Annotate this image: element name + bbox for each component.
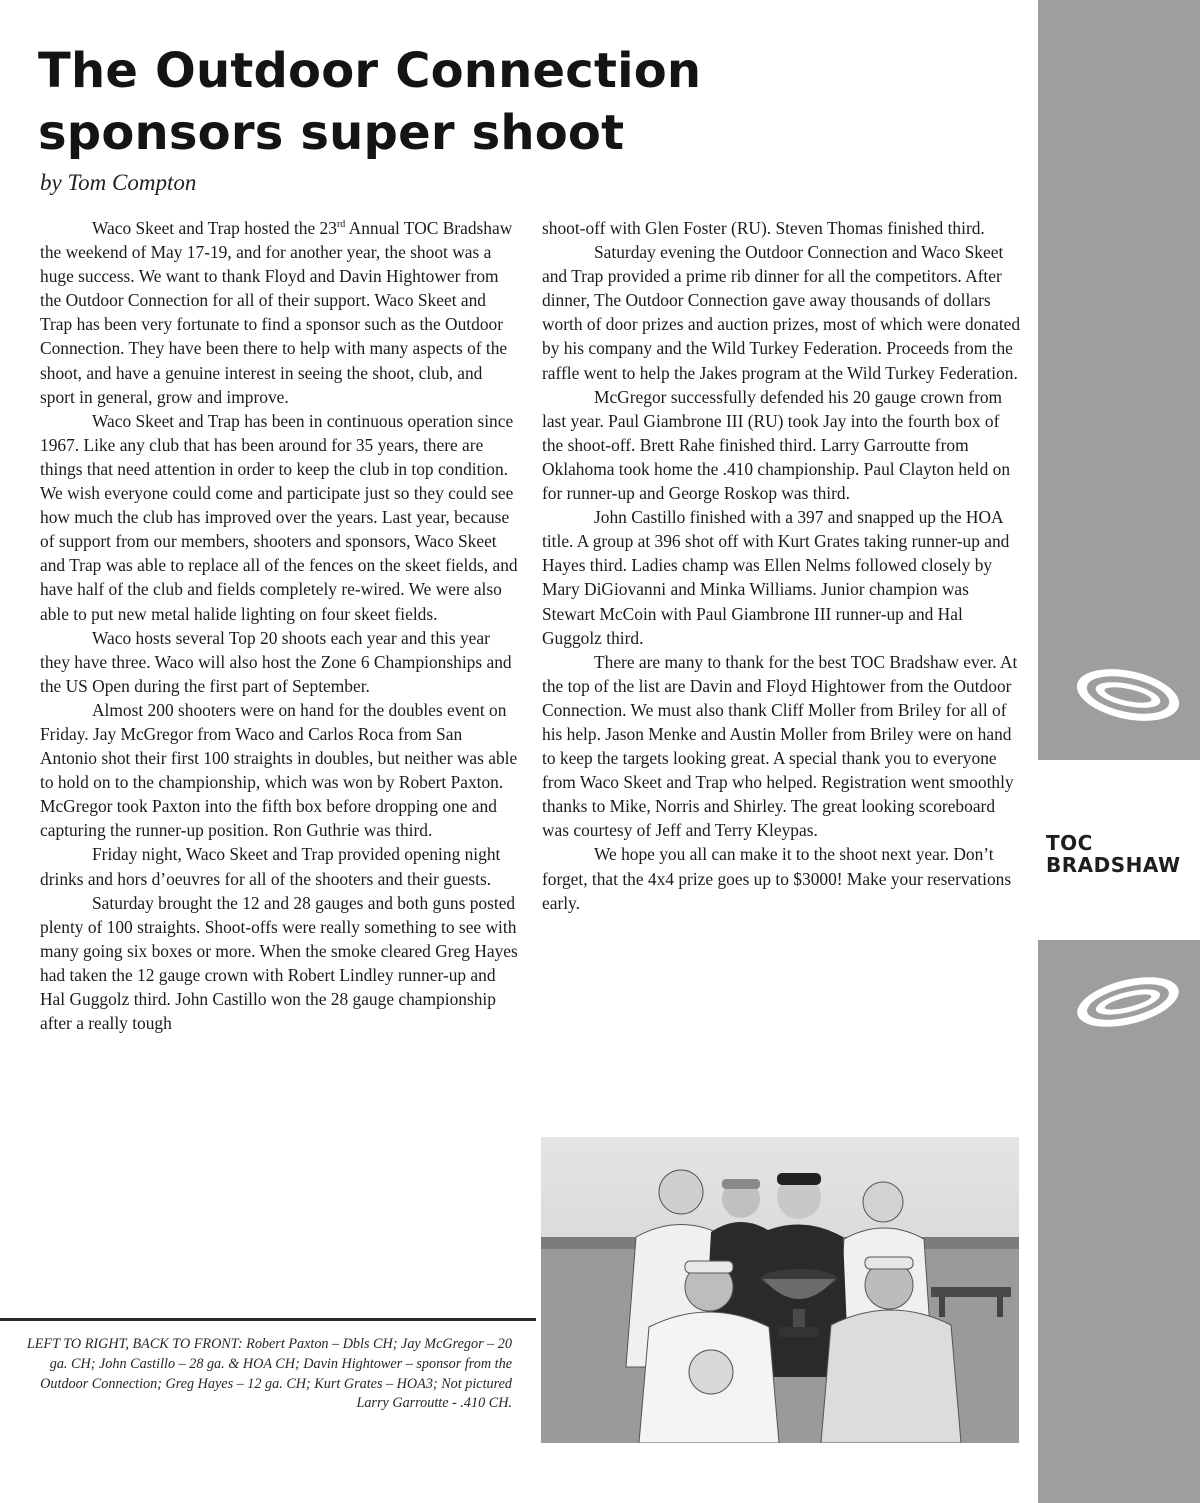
section-label: TOC BRADSHAW xyxy=(1046,831,1181,877)
paragraph-5: Friday night, Waco Skeet and Trap provided opening night drinks and hors d’oeuvres for all of the shooters and their guests. xyxy=(40,844,501,889)
paragraph-8: McGregor successfully defended his 20 gauge crown from last year. Paul Giambrone III (RU) took Jay into the fourth box of the shoot-off. Brett Rahe finished third. Larry Garroutte from Oklahoma took home the .410 championship. Paul Clayton held on for runner-up and George Roskop was third. xyxy=(542,386,1011,504)
clay-target-icon xyxy=(1068,655,1188,735)
paragraph-11: We hope you all can make it to the shoot next year. Don’t forget, that the 4x4 prize goes up to $3000! Make your reservations early. xyxy=(542,844,1012,913)
byline: by Tom Compton xyxy=(40,170,197,195)
paragraph-4: Almost 200 shooters were on hand for the doubles event on Friday. Jay McGregor from Waco and Carlos Roca from San Antonio shot their first 100 straights in doubles, but neither was able to hold on to the championship, which was won by Robert Paxton. McGregor took Paxton into the fifth box before dropping one and capturing the runner-up position. Ron Guthrie was third. xyxy=(40,699,518,841)
title-line-1: The Outdoor Connection xyxy=(38,43,702,99)
article-title xyxy=(38,40,1018,164)
paragraph-6: Saturday brought the 12 and 28 gauges and both guns posted plenty of 100 straights. Shoot-offs were really something to see with many going six boxes or more. When the smoke cleared Greg Hayes had taken the 12 gauge crown with Robert Lindley runner-up and Hal Guggolz third. John Castillo won the 28 gauge championship after a really tough xyxy=(40,892,518,1034)
photo-caption: LEFT TO RIGHT, BACK TO FRONT: Robert Paxton – Dbls CH; Jay McGregor – 20 ga. CH; John Castillo – 28 ga. & HOA CH; Davin Hightower – sponsor from the Outdoor Connection; Greg Hayes – 12 ga. CH; Kurt Grates – HOA3; Not pictured Larry Garroutte - .410 CH. xyxy=(26,1336,512,1412)
paragraph-7: Saturday evening the Outdoor Connection and Waco Skeet and Trap provided a prime rib dinner for all the competitors. After dinner, The Outdoor Connection gave away thousands of dollars worth of door prizes and auction prizes, most of which were donated by his company and the Wild Turkey Federation. Proceeds from the raffle went to help the Jakes program at the Wild Turkey Federation. xyxy=(542,242,1021,383)
clay-target-icon xyxy=(1068,962,1188,1042)
group-photo-icon xyxy=(541,1137,1019,1443)
right-column xyxy=(542,216,1022,915)
paragraph-1: Waco Skeet and Trap hosted the 23rd Annual TOC Bradshaw the weekend of May 17-19, and for another year, the shoot was a huge success. We want to thank Floyd and Davin Hightower from the Outdoor Connection for all of their support. Waco Skeet and Trap has been very fortunate to find a sponsor such as the Outdoor Connection. They have been there to help with many aspects of the shoot, and have a genuine interest in seeing the shoot, club, and sport in general, grow and improve. xyxy=(40,218,513,407)
sidebar-band xyxy=(1038,0,1200,1503)
paragraph-10: There are many to thank for the best TOC Bradshaw ever. At the top of the list are Davin and Floyd Hightower from the Outdoor Connection. We must also thank Cliff Moller from Briley for all of his help. Jason Menke and Austin Moller from Briley were on hand to keep the targets looking great. A special thank you to everyone from Waco Skeet and Trap who helped. Registration went smoothly thanks to Mike, Norris and Shirley. The great looking scoreboard was courtesy of Jeff and Terry Kleypas. xyxy=(542,651,1018,841)
paragraph-continued: shoot-off with Glen Foster (RU). Steven Thomas finished third. xyxy=(542,218,985,238)
ordinal-suffix: rd xyxy=(336,219,346,231)
title-line-2: sponsors super shoot xyxy=(38,105,625,161)
paragraph-9: John Castillo finished with a 397 and snapped up the HOA title. A group at 396 shot off with Kurt Grates taking runner-up and Hayes third. Ladies champ was Ellen Nelms followed closely by Mary DiGiovanni and Minka Williams. Junior champion was Stewart McCoin with Paul Giambrone III runner-up and Hal Guggolz third. xyxy=(542,507,1010,648)
caption-rule xyxy=(0,1318,536,1321)
paragraph-2: Waco Skeet and Trap has been in continuous operation since 1967. Like any club that has been around for 35 years, there are things that need attention in order to keep the club in top condition. We wish everyone could come and participate just so they could see how much the club has improved over the years. Last year, because of support from our members, shooters and sponsors, Waco Skeet and Trap was able to replace all of the fences on the skeet fields, and have half of the club and fields completely re-wired. We were also able to put new metal halide lighting on four skeet fields. xyxy=(40,410,518,624)
left-column xyxy=(40,216,520,1035)
paragraph-3: Waco hosts several Top 20 shoots each year and this year they have three. Waco will also host the Zone 6 Championships and the US Open during the first part of September. xyxy=(40,627,512,696)
group-photo xyxy=(541,1137,1019,1443)
